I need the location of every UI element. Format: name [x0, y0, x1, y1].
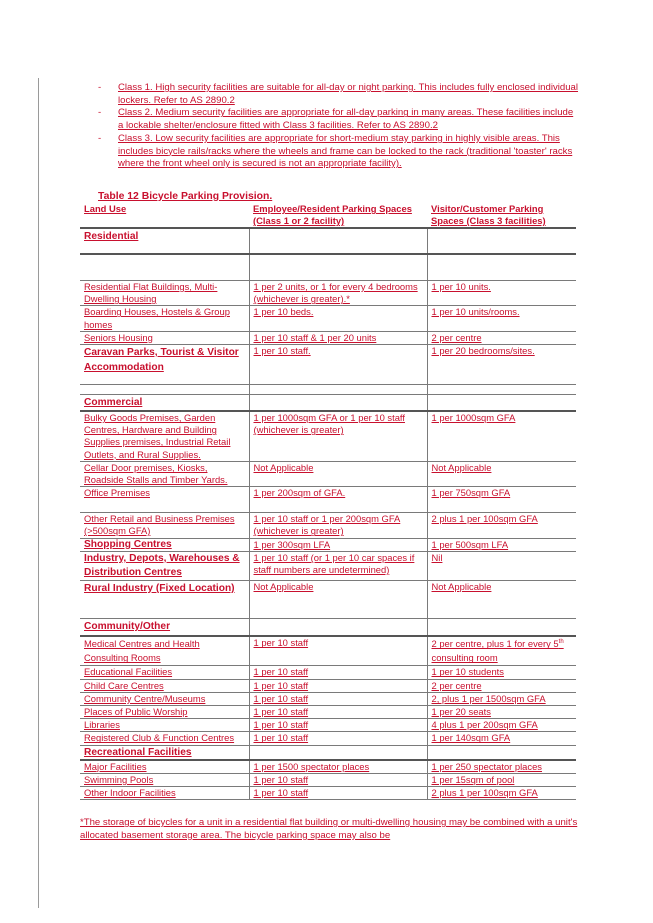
- employee-cell: 1 per 300sqm LFA: [249, 538, 427, 551]
- visitor-cell: 1 per 15sqm of pool: [427, 773, 576, 786]
- table-row: [80, 411, 576, 461]
- bicycle-parking-table: [80, 201, 576, 800]
- employee-cell: 1 per 2 units, or 1 for every 4 bedrooms (whichever is greater).*: [249, 280, 427, 305]
- section-row: [80, 745, 576, 760]
- land-use-cell: Major Facilities: [80, 760, 249, 774]
- visitor-cell: Not Applicable: [427, 580, 576, 618]
- table-row: [80, 487, 576, 513]
- visitor-cell: 2, plus 1 per 1500sqm GFA: [427, 692, 576, 705]
- employee-cell: 1 per 10 staff: [249, 679, 427, 692]
- table-row: [80, 254, 576, 280]
- page-margin-line: [38, 78, 39, 908]
- table-cell: [427, 394, 576, 411]
- table-cell: [249, 228, 427, 254]
- land-use-cell: Registered Club & Function Centres: [80, 732, 249, 745]
- employee-cell: 1 per 10 staff: [249, 666, 427, 679]
- header-employee: Employee/Resident Parking Spaces (Class 1 or 2 facility): [249, 201, 427, 228]
- employee-cell: 1 per 10 staff: [249, 773, 427, 786]
- section-caravan: Caravan Parks, Tourist & Visitor Accommodation: [80, 344, 249, 384]
- table-row: [80, 538, 576, 551]
- visitor-cell: 4 plus 1 per 200sqm GFA: [427, 719, 576, 732]
- table-row: [80, 280, 576, 305]
- employee-cell: 1 per 1000sqm GFA or 1 per 10 staff (whichever is greater): [249, 411, 427, 461]
- table-row: [80, 719, 576, 732]
- employee-cell: 1 per 200sqm of GFA.: [249, 487, 427, 513]
- bullet-dash: -: [98, 107, 102, 119]
- employee-cell: 1 per 10 staff: [249, 719, 427, 732]
- section-row: [80, 394, 576, 411]
- section-residential: Residential: [80, 228, 249, 254]
- employee-cell: 1 per 1500 spectator places: [249, 760, 427, 774]
- land-use-cell: Places of Public Worship: [80, 706, 249, 719]
- employee-cell: 1 per 10 staff: [249, 787, 427, 800]
- table-row: [80, 666, 576, 679]
- bullet-dash: -: [98, 82, 102, 93]
- table-cell: [427, 745, 576, 760]
- land-use-cell: Other Retail and Business Premises (>500sqm GFA): [80, 513, 249, 538]
- land-use-cell: Medical Centres and Health Consulting Rooms: [80, 636, 249, 666]
- table-row: [80, 331, 576, 344]
- employee-cell: 1 per 10 staff & 1 per 20 units: [249, 331, 427, 344]
- section-community: Community/Other: [80, 618, 249, 636]
- employee-cell: 1 per 10 staff (or 1 per 10 car spaces if staff numbers are undetermined): [249, 551, 427, 580]
- table-cell: [427, 228, 576, 254]
- section-row: [80, 228, 576, 254]
- security-class-list: [98, 82, 578, 171]
- employee-cell: 1 per 10 staff: [249, 636, 427, 666]
- land-use-cell: Cellar Door premises, Kiosks, Roadside Stalls and Timber Yards.: [80, 461, 249, 486]
- section-commercial: Commercial: [80, 394, 249, 411]
- table-row: [80, 344, 576, 384]
- land-use-cell: Boarding Houses, Hostels & Group homes: [80, 306, 249, 331]
- medical-visitor-text: 2 per centre, plus 1 for every 5: [431, 638, 559, 650]
- table-row: [80, 706, 576, 719]
- visitor-cell: 1 per 10 students: [427, 666, 576, 679]
- table-cell: [80, 384, 249, 394]
- land-use-cell: Swimming Pools: [80, 773, 249, 786]
- land-use-cell: Community Centre/Museums: [80, 692, 249, 705]
- table-cell: [249, 745, 427, 760]
- land-use-cell: Libraries: [80, 719, 249, 732]
- visitor-cell: 1 per 500sqm LFA: [427, 538, 576, 551]
- visitor-cell: 1 per 20 bedrooms/sites.: [427, 344, 576, 384]
- visitor-cell: 1 per 1000sqm GFA: [427, 411, 576, 461]
- table-cell: [427, 254, 576, 280]
- table-cell: [427, 618, 576, 636]
- class-3-item: [98, 133, 578, 171]
- visitor-cell: 2 plus 1 per 100sqm GFA: [427, 787, 576, 800]
- land-use-cell: Child Care Centres: [80, 679, 249, 692]
- bullet-dash: -: [98, 132, 102, 144]
- visitor-cell: 1 per 250 spectator places: [427, 760, 576, 774]
- table-footnote: *The storage of bicycles for a unit in a residential flat building or multi-dwelling housing may be combined with a unit's allocated basement storage area. The bicycle parking space may also be: [80, 817, 578, 841]
- section-row: [80, 618, 576, 636]
- header-land-use: Land Use: [80, 201, 249, 228]
- visitor-cell: 1 per 10 units.: [427, 280, 576, 305]
- section-shopping: Shopping Centres: [80, 538, 249, 551]
- visitor-cell: 2 per centre: [427, 679, 576, 692]
- medical-visitor-text-end: consulting room: [431, 652, 498, 664]
- table-row: [80, 679, 576, 692]
- land-use-cell: Other Indoor Facilities: [80, 787, 249, 800]
- visitor-cell: 2 per centre: [427, 331, 576, 344]
- land-use-cell: Residential Flat Buildings, Multi-Dwelling Housing: [80, 280, 249, 305]
- table-header-row: [80, 201, 576, 228]
- class-1-text: Class 1. High security facilities are suitable for all-day or night parking. This includes fully enclosed individual lockers. Refer to AS 2890.2: [118, 82, 579, 106]
- visitor-cell: Not Applicable: [427, 461, 576, 486]
- land-use-cell: Seniors Housing: [80, 331, 249, 344]
- table-row: [80, 306, 576, 331]
- section-recreational: Recreational Facilities: [80, 745, 249, 760]
- visitor-cell: 1 per 10 units/rooms.: [427, 306, 576, 331]
- land-use-cell: Educational Facilities: [80, 666, 249, 679]
- table-row: [80, 551, 576, 580]
- table-row: [80, 692, 576, 705]
- employee-cell: 1 per 10 staff.: [249, 344, 427, 384]
- table-row: [80, 787, 576, 800]
- table-cell: [80, 254, 249, 280]
- table-cell: [249, 254, 427, 280]
- table-row: [80, 732, 576, 745]
- class-2-text: Class 2. Medium security facilities are appropriate for all-day parking in many areas. These facilities include a lockable shelter/enclosure fitted with Class 3 facilities. Refer to AS 2890.2: [118, 107, 574, 132]
- visitor-cell: 2 plus 1 per 100sqm GFA: [427, 513, 576, 538]
- employee-cell: 1 per 10 staff: [249, 732, 427, 745]
- land-use-cell: Office Premises: [80, 487, 249, 513]
- table-cell: [249, 618, 427, 636]
- table-row: [80, 384, 576, 394]
- employee-cell: Not Applicable: [249, 461, 427, 486]
- table-row: [80, 513, 576, 538]
- employee-cell: 1 per 10 beds.: [249, 306, 427, 331]
- visitor-cell: 1 per 140sqm GFA: [427, 732, 576, 745]
- table-row: [80, 773, 576, 786]
- class-3-text: Class 3. Low security facilities are appropriate for short-medium stay parking in highly visible areas. This includes bicycle rails/racks where the wheels and frame can be locked to the rack (traditional 'toaster' racks where the front wheel only is secured is not an appropriate facility).: [118, 132, 573, 170]
- table-caption: Table 12 Bicycle Parking Provision.: [98, 191, 273, 202]
- table-cell: [427, 384, 576, 394]
- employee-cell: 1 per 10 staff or 1 per 200sqm GFA (whichever is greater): [249, 513, 427, 538]
- table-row: [80, 760, 576, 774]
- ordinal-suffix: th: [558, 639, 564, 646]
- visitor-cell: 1 per 750sqm GFA: [427, 487, 576, 513]
- table-cell: [249, 394, 427, 411]
- table-row: [80, 461, 576, 486]
- table-cell: [249, 384, 427, 394]
- employee-cell: Not Applicable: [249, 580, 427, 618]
- visitor-cell: [427, 636, 576, 666]
- header-visitor: Visitor/Customer Parking Spaces (Class 3 facilities): [427, 201, 576, 228]
- table-row: [80, 580, 576, 618]
- visitor-cell: Nil: [427, 551, 576, 580]
- visitor-cell: 1 per 20 seats: [427, 706, 576, 719]
- section-rural: Rural Industry (Fixed Location): [80, 580, 249, 618]
- land-use-cell: Bulky Goods Premises, Garden Centres, Hardware and Building Supplies premises, Industrial Retail Outlets, and Rural Supplies.: [80, 411, 249, 461]
- class-2-item: [98, 107, 578, 132]
- employee-cell: 1 per 10 staff: [249, 706, 427, 719]
- section-industry: Industry, Depots, Warehouses & Distribution Centres: [80, 551, 249, 580]
- class-1-item: [98, 82, 578, 107]
- table-row: [80, 636, 576, 666]
- employee-cell: 1 per 10 staff: [249, 692, 427, 705]
